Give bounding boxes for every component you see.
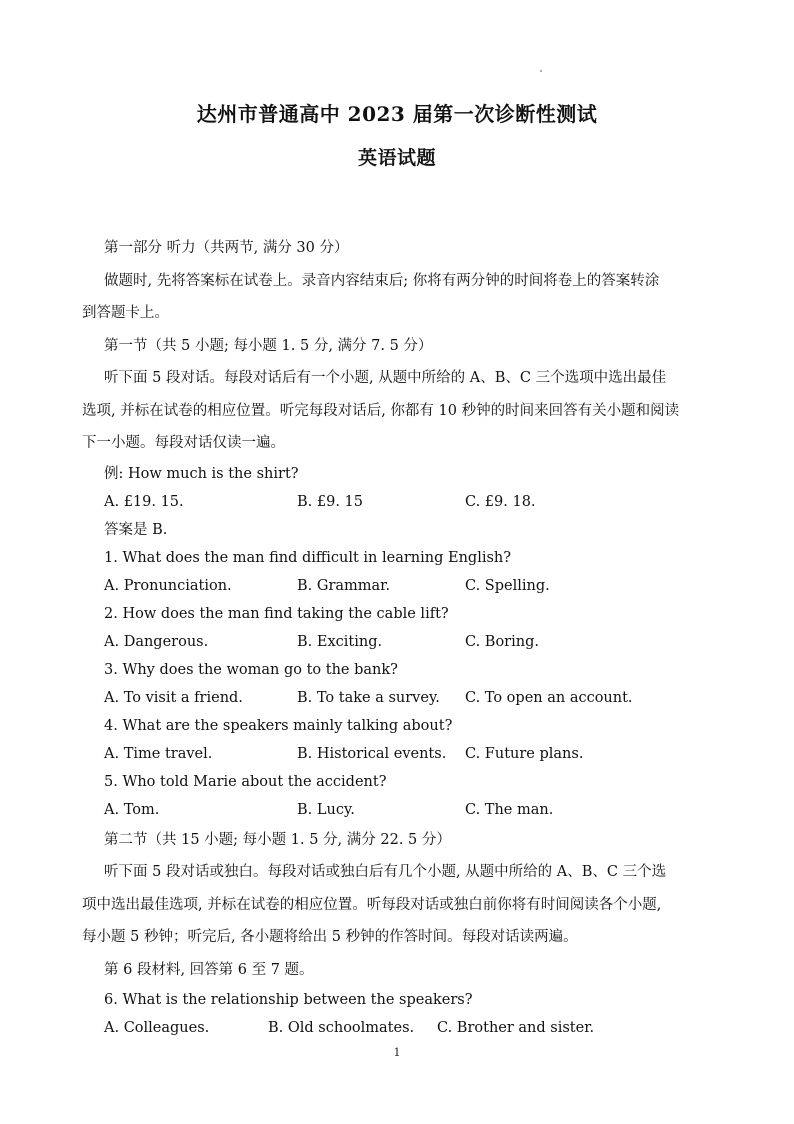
option-c: C. £9. 18. xyxy=(465,493,536,510)
option-a: A. Pronunciation. xyxy=(104,577,232,594)
option-a: A. Tom. xyxy=(104,801,160,818)
exam-title: 达州市普通高中 2023 届第一次诊断性测试 xyxy=(196,102,598,126)
question-5: 5. Who told Marie about the accident? xyxy=(104,773,387,790)
part1-heading: 第一部分 听力（共两节, 满分 30 分） xyxy=(104,240,349,256)
example-options xyxy=(104,488,726,516)
example-question: 例: How much is the shirt? xyxy=(104,465,299,482)
option-a: A. Time travel. xyxy=(104,745,213,762)
material-6-label: 第 6 段材料, 回答第 6 至 7 题。 xyxy=(104,961,314,978)
exam-content xyxy=(82,232,726,1042)
question-1-options xyxy=(104,572,726,600)
section2-line1: 听下面 5 段对话或独白。每段对话或独白后有几个小题, 从题中所给的 A、B、C 三个选 xyxy=(104,864,667,880)
option-b: B. £9. 15 xyxy=(297,493,363,510)
section1-heading: 第一节（共 5 小题; 每小题 1. 5 分, 满分 7. 5 分） xyxy=(104,337,433,354)
example-answer: 答案是 B. xyxy=(104,521,168,538)
option-c: C. The man. xyxy=(465,801,554,818)
question-6-options xyxy=(104,1014,726,1042)
question-3-options xyxy=(104,684,726,712)
question-5-options xyxy=(104,796,726,824)
option-c: C. Brother and sister. xyxy=(437,1020,595,1036)
option-b: B. Historical events. xyxy=(297,745,447,762)
section2-line3: 每小题 5 秒钟；听完后, 各小题将给出 5 秒钟的作答时间。每段对话读两遍。 xyxy=(82,929,578,945)
option-b: B. To take a survey. xyxy=(297,689,440,706)
option-c: C. To open an account. xyxy=(465,689,633,706)
option-c: C. Spelling. xyxy=(465,577,550,594)
option-a: A. £19. 15. xyxy=(104,493,184,510)
part1-instructions-line2: 到答题卡上。 xyxy=(82,305,169,321)
option-a: A. To visit a friend. xyxy=(104,689,243,706)
exam-subtitle: 英语试题 xyxy=(357,147,436,169)
question-4: 4. What are the speakers mainly talking about? xyxy=(104,717,453,734)
section1-line2: 选项, 并标在试卷的相应位置。听完每段对话后, 你都有 10 秒钟的时间来回答有关小题和阅读 xyxy=(82,402,680,419)
question-6: 6. What is the relationship between the speakers? xyxy=(104,992,473,1008)
section1-line1: 听下面 5 段对话。每段对话后有一个小题, 从题中所给的 A、B、C 三个选项中选出最佳 xyxy=(104,370,667,386)
part1-instructions-line1: 做题时, 先将答案标在试卷上。录音内容结束后; 你将有两分钟的时间将卷上的答案转涂 xyxy=(104,272,660,289)
option-b: B. Exciting. xyxy=(297,633,383,650)
option-a: A. Dangerous. xyxy=(104,633,209,650)
section1-line3: 下一小题。每段对话仅读一遍。 xyxy=(82,435,285,451)
question-2-options xyxy=(104,628,726,656)
option-c: C. Boring. xyxy=(465,633,539,650)
option-b: B. Grammar. xyxy=(297,577,391,594)
option-b: B. Old schoolmates. xyxy=(268,1020,415,1036)
question-2: 2. How does the man find taking the cable lift? xyxy=(104,605,449,622)
scan-speck xyxy=(540,70,542,72)
question-1: 1. What does the man find difficult in learning English? xyxy=(104,549,512,566)
section2-heading: 第二节（共 15 小题; 每小题 1. 5 分, 满分 22. 5 分） xyxy=(104,831,451,848)
section2-line2: 项中选出最佳选项, 并标在试卷的相应位置。听每段对话或独白前你将有时间阅读各个小题, xyxy=(82,896,662,913)
option-a: A. Colleagues. xyxy=(104,1020,210,1036)
question-4-options xyxy=(104,740,726,768)
page-number: 1 xyxy=(393,1046,401,1059)
question-3: 3. Why does the woman go to the bank? xyxy=(104,661,398,678)
option-b: B. Lucy. xyxy=(297,801,355,818)
option-c: C. Future plans. xyxy=(465,745,584,762)
